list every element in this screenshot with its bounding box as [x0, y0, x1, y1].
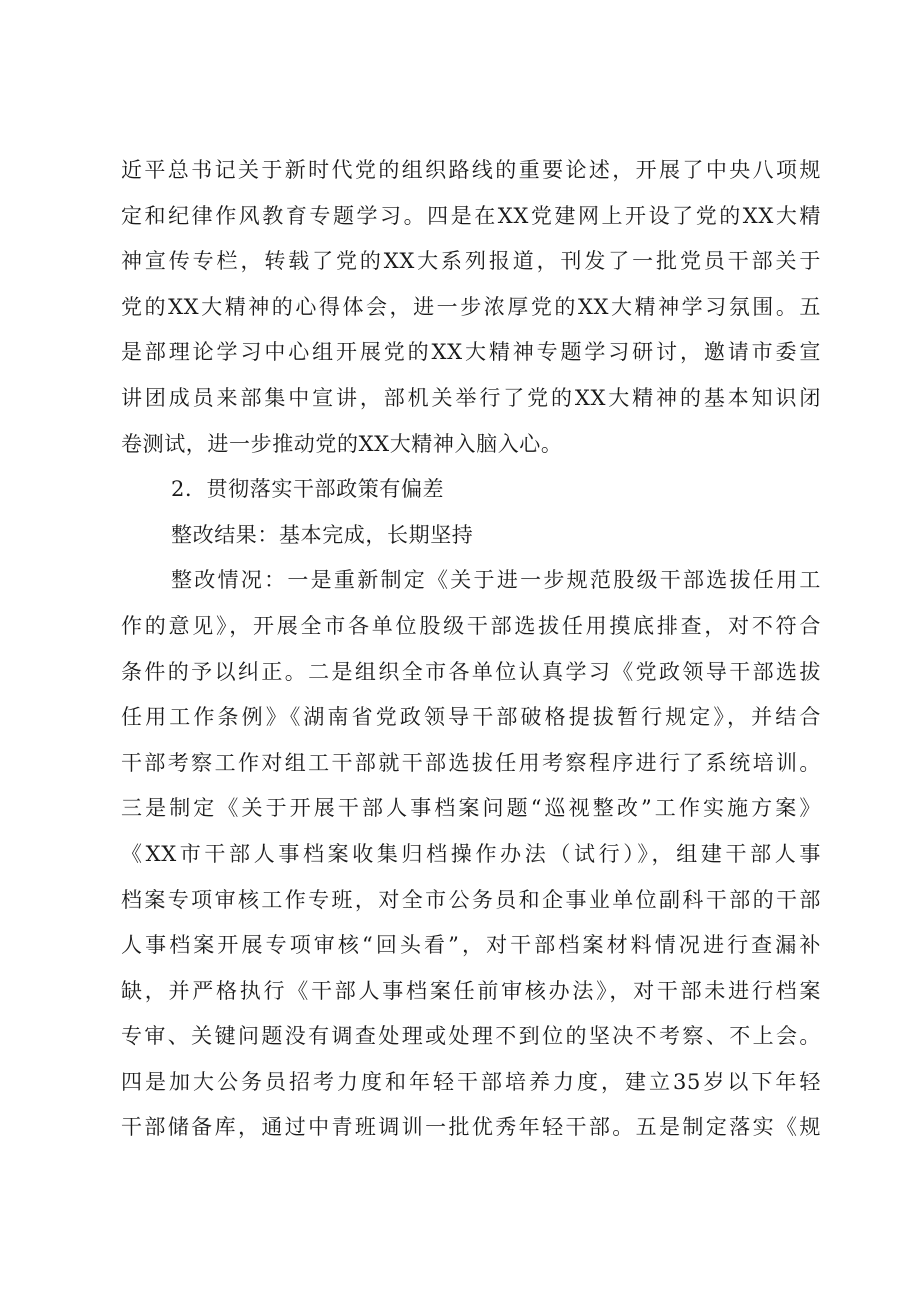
- text-line: 整改情况：一是重新制定《关于进一步规范股级干部选拔任用工: [171, 568, 821, 593]
- text-line: 卷测试，进一步推动党的XX大精神入脑入心。: [121, 431, 563, 456]
- text-line: 讲团成员来部集中宣讲，部机关举行了党的XX大精神的基本知识闭: [121, 385, 821, 410]
- section-heading: 2．贯彻落实干部政策有偏差: [171, 477, 445, 502]
- text-line: 档案专项审核工作专班，对全市公务员和企事业单位副科干部的干部: [121, 887, 821, 912]
- text-line: 近平总书记关于新时代党的组织路线的重要论述，开展了中央八项规: [121, 158, 821, 182]
- text-line: 神宣传专栏，转载了党的XX大系列报道，刊发了一批党员干部关于: [121, 249, 821, 274]
- text-line: 条件的予以纠正。二是组织全市各单位认真学习《党政领导干部选拔: [121, 659, 821, 684]
- text-line: 四是加大公务员招考力度和年轻干部培养力度，建立35岁以下年轻: [121, 1069, 821, 1094]
- text-line: 《XX市干部人事档案收集归档操作办法（试行）》，组建干部人事: [121, 841, 821, 866]
- text-line: 党的XX大精神的心得体会，进一步浓厚党的XX大精神学习氛围。五: [121, 294, 821, 319]
- body-text: [121, 148, 821, 1151]
- text-line: 缺，并严格执行《干部人事档案任前审核办法》，对干部未进行档案: [121, 978, 821, 1003]
- text-line: 专审、关键问题没有调查处理或处理不到位的坚决不考察、不上会。: [121, 1024, 821, 1049]
- text-line: 作的意见》，开展全市各单位股级干部选拔任用摸底排查，对不符合: [121, 613, 821, 638]
- text-line: 干部考察工作对组工干部就干部选拔任用考察程序进行了系统培训。: [121, 750, 821, 775]
- rectification-result: 整改结果：基本完成，长期坚持: [171, 522, 474, 547]
- text-line: 任用工作条例》《湖南省党政领导干部破格提拔暂行规定》，并结合: [121, 705, 821, 730]
- text-line: 是部理论学习中心组开展党的XX大精神专题学习研讨，邀请市委宣: [121, 340, 821, 365]
- text-line: 干部储备库，通过中青班调训一批优秀年轻干部。五是制定落实《规: [121, 1115, 821, 1140]
- text-line: 人事档案开展专项审核“回头看”，对干部档案材料情况进行查漏补: [121, 933, 821, 958]
- text-line: 三是制定《关于开展干部人事档案问题“巡视整改”工作实施方案》: [121, 796, 821, 821]
- text-line: 定和纪律作风教育专题学习。四是在XX党建网上开设了党的XX大精: [121, 203, 821, 228]
